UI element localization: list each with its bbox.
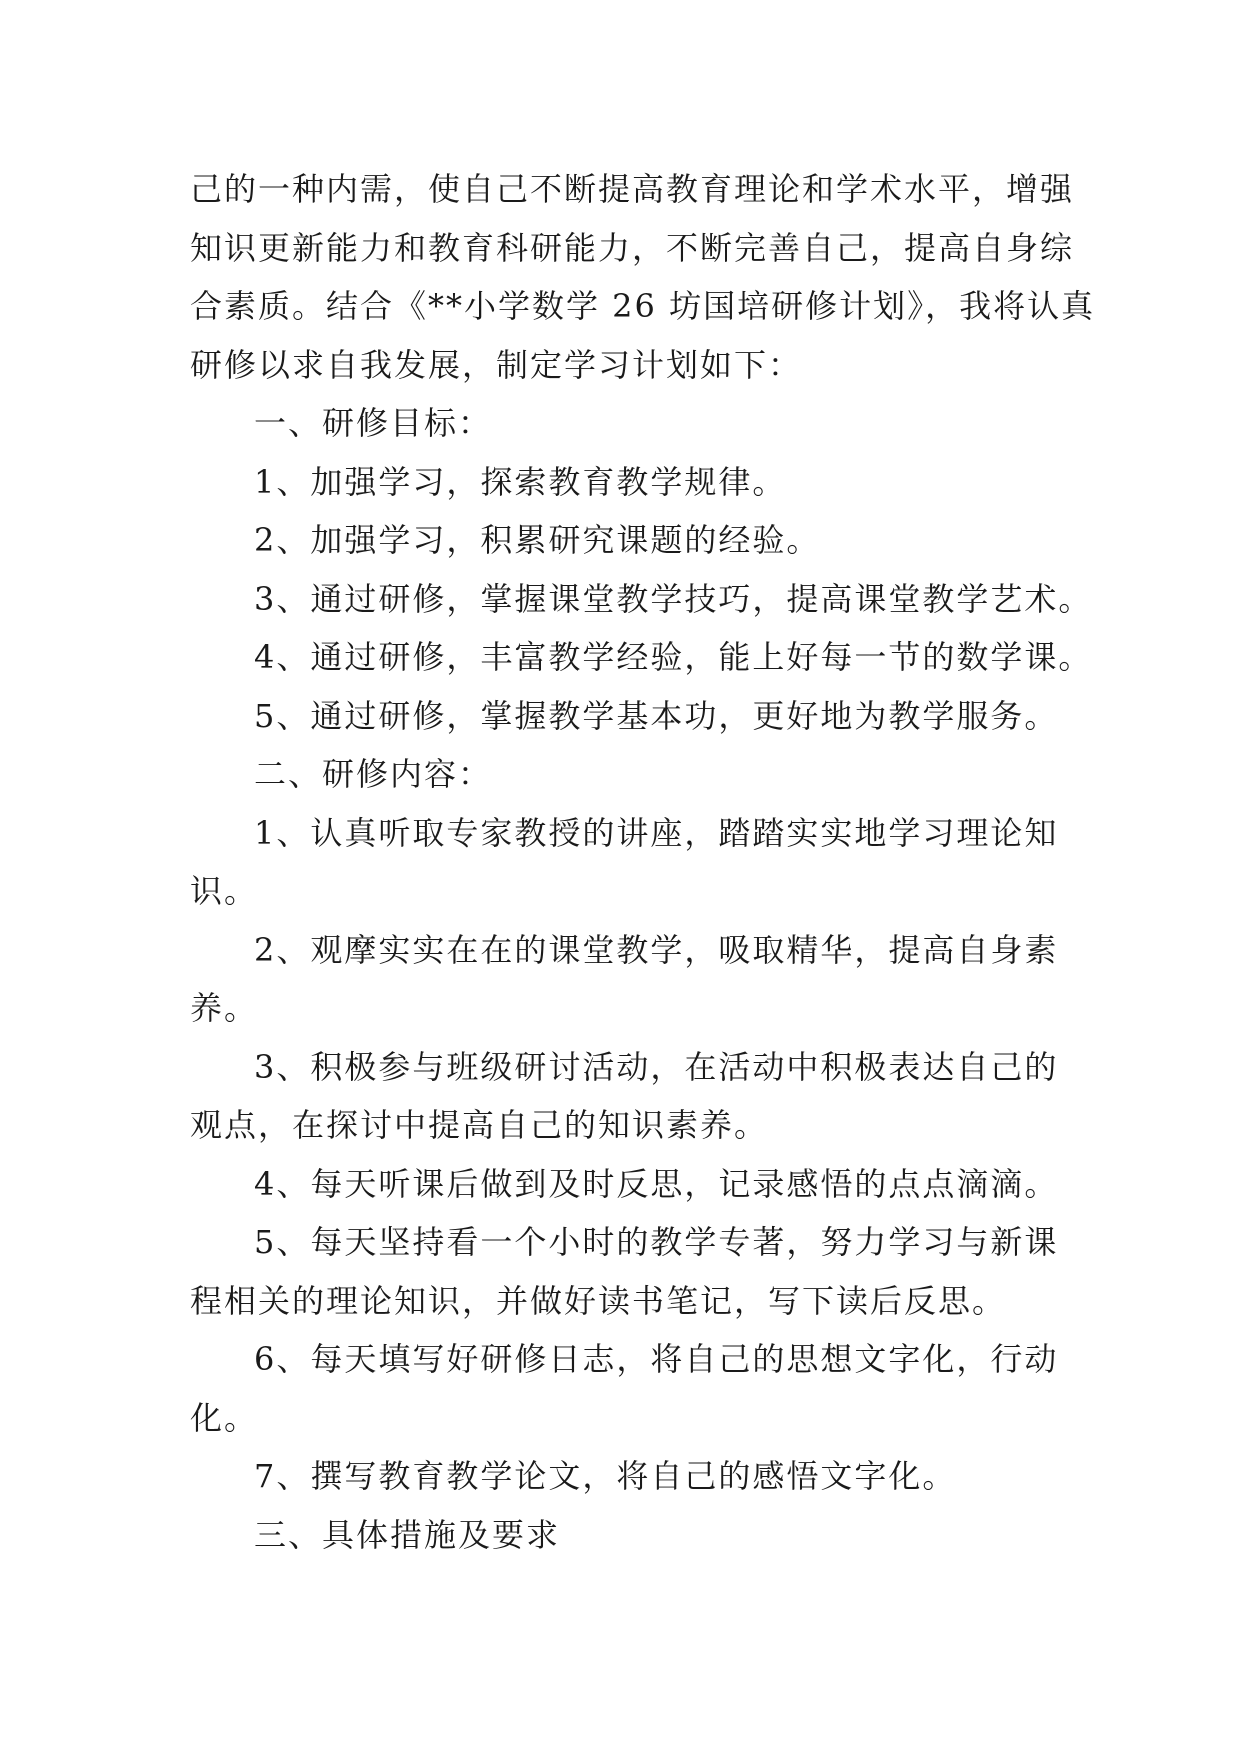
text-line: 2、观摩实实在在的课堂教学，吸取精华，提高自身素 xyxy=(254,930,1059,969)
text-line: 3、积极参与班级研讨活动，在活动中积极表达自己的 xyxy=(254,1047,1059,1086)
paragraph xyxy=(190,921,1070,1038)
text-line: 4、通过研修，丰富教学经验，能上好每一节的数学课。 xyxy=(254,638,1093,676)
text-line: 1、加强学习，探索教育教学规律。 xyxy=(254,462,787,501)
paragraph xyxy=(190,1155,1070,1214)
paragraph xyxy=(190,1038,1070,1155)
text-line: 识。 xyxy=(190,872,259,910)
text-line: 二、研修内容： xyxy=(254,755,493,793)
text-line: 三、具体措施及要求 xyxy=(254,1515,561,1554)
text-line: 7、撰写教育教学论文，将自己的感悟文字化。 xyxy=(254,1457,957,1495)
text-line: 观点，在探讨中提高自己的知识素养。 xyxy=(190,1106,769,1144)
text-line: 己的一种内需，使自己不断提高教育理论和学术水平，增强 xyxy=(190,170,1075,208)
text-line: 养。 xyxy=(190,989,259,1027)
paragraph xyxy=(190,453,1070,512)
paragraph xyxy=(190,1506,1070,1565)
text-line: 6、每天填写好研修日志，将自己的思想文字化，行动 xyxy=(254,1340,1059,1378)
text-line: 一、研修目标： xyxy=(254,404,493,442)
paragraph xyxy=(190,570,1093,629)
paragraph xyxy=(190,804,1070,921)
text-line: 程相关的理论知识，并做好读书笔记，写下读后反思。 xyxy=(190,1281,1007,1320)
paragraph xyxy=(190,1213,1070,1330)
text-line: 研修以求自我发展，制定学习计划如下： xyxy=(190,345,803,384)
text-line: 知识更新能力和教育科研能力，不断完善自己，提高自身综 xyxy=(190,228,1075,267)
text-line: 1、认真听取专家教授的讲座，踏踏实实地学习理论知 xyxy=(254,813,1059,852)
text-line: 化。 xyxy=(190,1398,259,1437)
paragraph xyxy=(190,160,1096,394)
paragraph xyxy=(190,511,1070,570)
text-line: 合素质。结合《**小学数学 26 坊国培研修计划》，我将认真 xyxy=(190,287,1096,325)
text-line: 4、每天听课后做到及时反思，记录感悟的点点滴滴。 xyxy=(254,1164,1059,1203)
paragraph xyxy=(190,394,1070,453)
document-body xyxy=(190,160,1096,1564)
text-line: 5、每天坚持看一个小时的教学专著，努力学习与新课 xyxy=(254,1223,1059,1261)
text-line: 3、通过研修，掌握课堂教学技巧，提高课堂教学艺术。 xyxy=(254,579,1093,618)
paragraph xyxy=(190,687,1070,746)
paragraph xyxy=(190,1330,1070,1447)
text-line: 2、加强学习，积累研究课题的经验。 xyxy=(254,521,821,559)
text-line: 5、通过研修，掌握教学基本功，更好地为教学服务。 xyxy=(254,696,1059,735)
paragraph xyxy=(190,745,1070,804)
paragraph xyxy=(190,1447,1070,1506)
paragraph xyxy=(190,628,1093,687)
